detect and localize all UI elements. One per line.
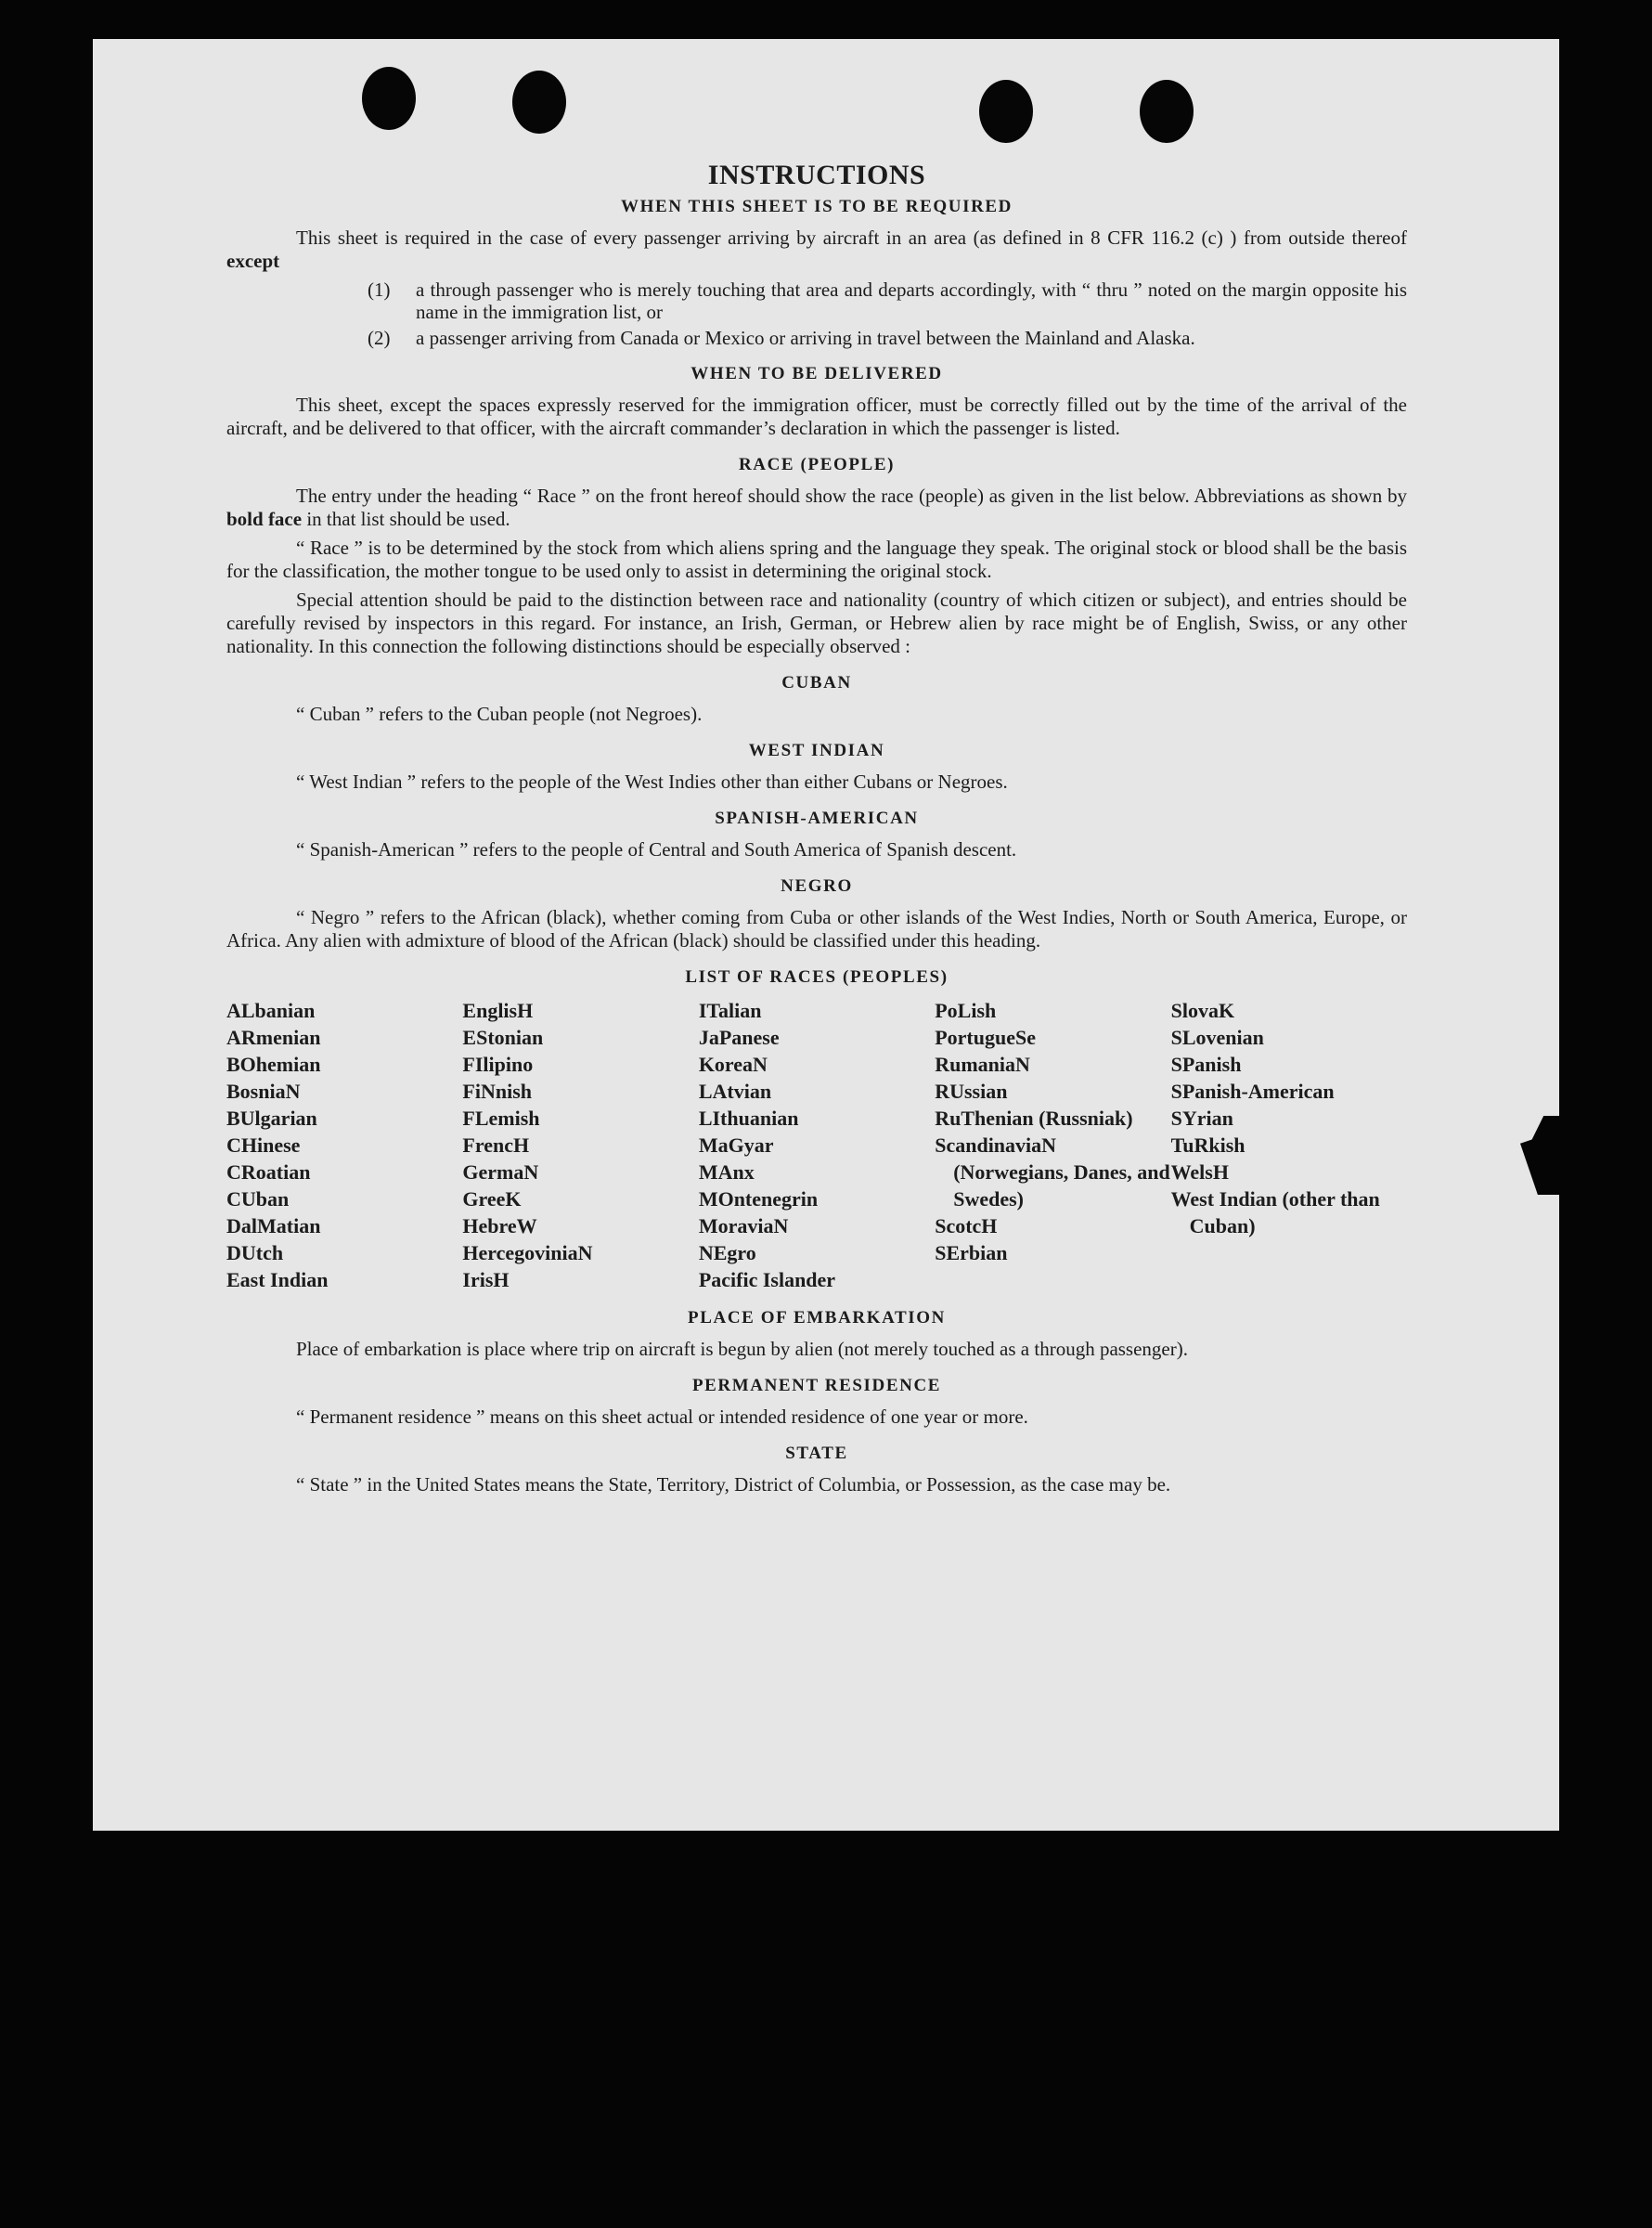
race-entry: BOhemian: [226, 1053, 321, 1076]
negro-text: “ Negro ” refers to the African (black), whether coming from Cuba or other islands of the West Indies, North or South America, Europe, or Africa. Any alien with admixture of blood of the African (black) should be classified under this heading.: [226, 906, 1407, 952]
torn-edge: [1520, 1116, 1559, 1195]
residence-text: “ Permanent residence ” means on this sheet actual or intended residence of one year or more.: [296, 1405, 1028, 1428]
race-entry: PortugueSe: [935, 1026, 1036, 1049]
race-entry: FLemish: [462, 1107, 540, 1130]
race-entry: FrencH: [462, 1133, 530, 1157]
race-entry: RumaniaN: [935, 1053, 1030, 1076]
race-entry: West Indian (other than Cuban): [1170, 1187, 1380, 1237]
when-delivered-text: This sheet, except the spaces expressly reserved for the immigration officer, must be correctly filled out by the time of the arrival of the aircraft, and be delivered to that officer, with the aircraft commander’s declaration in which the passenger is listed.: [226, 394, 1407, 439]
heading-race: RACE (PEOPLE): [738, 455, 896, 474]
race-entry: LIthuanian: [698, 1107, 799, 1130]
race-entry: CUban: [226, 1187, 290, 1211]
race-entry: WelsH: [1170, 1160, 1229, 1184]
heading-negro: NEGRO: [781, 876, 853, 896]
state-text: “ State ” in the United States means the State, Territory, District of Columbia, or Possession, as the case may be.: [296, 1473, 1171, 1496]
race-entry: LAtvian: [698, 1080, 772, 1103]
except-emphasis: except: [226, 250, 280, 272]
races-column: [1171, 997, 1407, 1293]
heading-when-delivered: WHEN TO BE DELIVERED: [690, 364, 943, 383]
races-column: [699, 997, 935, 1293]
race-entry: FiNnish: [462, 1080, 532, 1103]
exception-item: (2) a passenger arriving from Canada or Mexico or arriving in travel between the Mainland and Alaska.: [368, 327, 1195, 349]
race-paragraph-3: Special attention should be paid to the distinction between race and nationality (country of which citizen or subject), and entries should be carefully revised by inspectors in this regard. For instance, an Irish, German, or Hebrew alien by race might be of English, Swiss, or any other nationality. In this connection the following distinctions should be especially observed :: [226, 589, 1407, 657]
race-entry: SPanish: [1170, 1053, 1242, 1076]
race-entry: EnglisH: [462, 999, 534, 1022]
race-entry: BUlgarian: [226, 1107, 317, 1130]
race-entry: GreeK: [462, 1187, 522, 1211]
heading-list-of-races: LIST OF RACES (PEOPLES): [685, 967, 949, 987]
race-entry: ITalian: [698, 999, 762, 1022]
exception-item: (1) a through passenger who is merely touching that area and departs accordingly, with “ thru ” noted on the margin opposite his name in the immigration list, or: [368, 278, 1407, 323]
race-entry: KoreaN: [698, 1053, 768, 1076]
race-entry: SLovenian: [1170, 1026, 1264, 1049]
race-entry: HercegoviniaN: [462, 1241, 593, 1264]
race-entry: FIlipino: [462, 1053, 534, 1076]
race-entry: GermaN: [462, 1160, 539, 1184]
heading-embarkation: PLACE OF EMBARKATION: [688, 1308, 946, 1328]
heading-state: STATE: [785, 1444, 848, 1463]
race-paragraph-2: “ Race ” is to be determined by the stock from which aliens spring and the language they speak. The original stock or blood shall be the basis for the classification, the mother tongue to be used only to assist in determining the original stock.: [226, 537, 1407, 582]
embarkation-text: Place of embarkation is place where trip on aircraft is begun by alien (not merely touched as a through passenger).: [296, 1338, 1188, 1360]
race-entry: MoraviaN: [698, 1214, 789, 1237]
race-entry: HebreW: [462, 1214, 537, 1237]
race-entry: Pacific Islander: [698, 1268, 836, 1291]
race-entry: MOntenegrin: [698, 1187, 819, 1211]
race-paragraph-1: The entry under the heading “ Race ” on the front hereof should show the race (people) as given in the list below. Abbreviations as shown by bold face in that list should be used.: [226, 485, 1407, 530]
race-entry: DUtch: [226, 1241, 284, 1264]
race-entry: BosniaN: [226, 1080, 301, 1103]
race-entry: ARmenian: [226, 1026, 321, 1049]
heading-when-required: WHEN THIS SHEET IS TO BE REQUIRED: [620, 197, 1013, 216]
race-entry: IrisH: [462, 1268, 510, 1291]
race-entry: SPanish-American: [1170, 1080, 1335, 1103]
race-entry: MaGyar: [698, 1133, 774, 1157]
west-indian-text: “ West Indian ” refers to the people of the West Indies other than either Cubans or Negroes.: [296, 771, 1008, 793]
races-column: [935, 997, 1170, 1293]
spanish-american-text: “ Spanish-American ” refers to the people of Central and South America of Spanish descent.: [296, 838, 1017, 861]
race-entry: East Indian: [226, 1268, 329, 1291]
punch-hole: [362, 67, 416, 130]
race-entry: SlovaK: [1170, 999, 1235, 1022]
race-entry: JaPanese: [698, 1026, 780, 1049]
race-entry: CHinese: [226, 1133, 301, 1157]
race-entry: ScandinaviaN (Norwegians, Danes, and Swedes): [935, 1133, 1170, 1211]
punch-hole: [979, 80, 1033, 143]
race-entry: SErbian: [935, 1241, 1008, 1264]
race-entry: ScotcH: [935, 1214, 998, 1237]
when-required-intro: This sheet is required in the case of every passenger arriving by aircraft in an area (as defined in 8 CFR 116.2 (c) ) from outside thereof except: [226, 227, 1407, 272]
race-entry: ALbanian: [226, 999, 316, 1022]
race-entry: MAnx: [698, 1160, 755, 1184]
instructions-content: [226, 160, 1407, 1502]
race-entry: EStonian: [462, 1026, 544, 1049]
race-entry: RuThenian (Russniak): [935, 1107, 1133, 1130]
race-entry: SYrian: [1170, 1107, 1233, 1130]
heading-cuban: CUBAN: [781, 673, 852, 693]
race-entry: RUssian: [935, 1080, 1008, 1103]
races-column: [226, 997, 462, 1293]
race-entry: CRoatian: [226, 1160, 311, 1184]
race-entry: TuRkish: [1170, 1133, 1245, 1157]
punch-hole: [512, 71, 566, 134]
cuban-text: “ Cuban ” refers to the Cuban people (not Negroes).: [296, 703, 703, 725]
races-column: [462, 997, 698, 1293]
heading-permanent-residence: PERMANENT RESIDENCE: [691, 1376, 942, 1395]
races-list: [226, 997, 1407, 1293]
page-title: INSTRUCTIONS: [707, 160, 926, 190]
race-entry: NEgro: [698, 1241, 756, 1264]
heading-west-indian: WEST INDIAN: [748, 741, 885, 760]
punch-hole: [1140, 80, 1194, 143]
race-entry: DalMatian: [226, 1214, 321, 1237]
document-sheet: [93, 39, 1559, 1831]
race-entry: PoLish: [935, 999, 997, 1022]
heading-spanish-american: SPANISH-AMERICAN: [715, 809, 919, 828]
